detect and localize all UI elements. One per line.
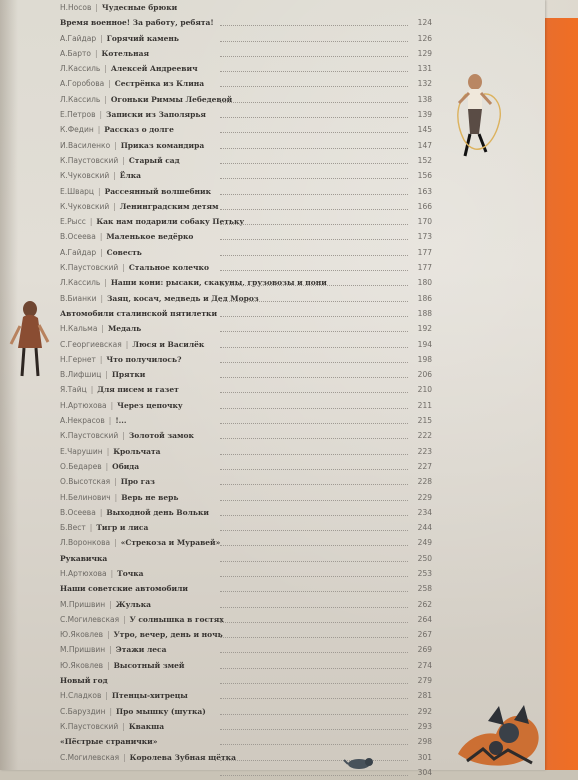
toc-author: В.Бианки [60, 293, 97, 303]
toc-author: Н.Артюхова [60, 400, 107, 410]
toc-row [60, 398, 432, 413]
toc-author: О.Высотская [60, 477, 111, 487]
toc-title: Как нам подарили собаку Петьку [96, 217, 245, 227]
toc-leader [220, 301, 408, 302]
toc-page-number: 211 [417, 400, 432, 410]
toc-title: Верь не верь [121, 492, 179, 502]
toc-row [60, 153, 432, 168]
toc-page-number: 274 [417, 660, 432, 670]
toc-page-number: 166 [417, 201, 432, 211]
toc-author: Н.Артюхова [60, 568, 107, 578]
toc-page-number: 229 [417, 492, 432, 502]
toc-page-number: 258 [417, 584, 432, 594]
toc-page-number: 147 [417, 140, 432, 150]
toc-leader [220, 347, 408, 348]
small-animal-illustration [344, 754, 378, 770]
toc-leader [220, 362, 408, 363]
toc-row [60, 61, 432, 76]
toc-row [60, 0, 432, 15]
toc-section-row [60, 581, 432, 596]
toc-title: Квакша [128, 721, 165, 731]
toc-separator: | [107, 630, 110, 640]
toc-separator: | [90, 385, 94, 395]
toc-author: И.Василенко [60, 140, 111, 150]
toc-leader [220, 41, 408, 42]
toc-row [60, 688, 432, 703]
toc-separator: | [107, 660, 110, 670]
toc-row [60, 31, 432, 46]
toc-title: Для писем и газет [97, 385, 179, 395]
toc-page-number: 177 [417, 247, 432, 257]
toc-author: Ю.Яковлев [60, 630, 104, 640]
toc-title: Рассеянный волшебник [104, 186, 211, 196]
jump-rope-girl-illustration [444, 70, 506, 162]
toc-separator: | [104, 94, 107, 104]
toc-leader [220, 239, 408, 240]
toc-separator: | [95, 3, 98, 12]
toc-page-number: 180 [417, 278, 432, 288]
toc-separator: | [94, 48, 98, 58]
toc-section-title: «Пёстрые странички» [60, 737, 158, 747]
toc-author: С.Баруздин [60, 706, 106, 716]
toc-author: А.Некрасов [60, 416, 105, 426]
toc-row [60, 184, 432, 199]
toc-separator: | [123, 614, 126, 624]
toc-separator: | [114, 140, 117, 150]
toc-author: Л.Воронкова [60, 538, 111, 548]
toc-page-number: 129 [417, 48, 432, 58]
toc-title: Приказ командира [120, 140, 205, 150]
toc-title: Обида [112, 461, 140, 471]
toc-page-number: 131 [417, 64, 432, 74]
toc-leader [220, 209, 408, 210]
toc-page-number: 228 [417, 477, 432, 487]
toc-title: Горячий камень [106, 33, 179, 43]
toc-separator: | [99, 232, 103, 242]
toc-author: К.Федин [60, 125, 94, 135]
toc-leader [220, 86, 408, 87]
toc-title: Через цепочку [117, 400, 183, 410]
toc-leader [220, 132, 408, 133]
toc-row [60, 658, 432, 673]
toc-separator: | [122, 721, 125, 731]
toc-leader [220, 515, 408, 516]
table-of-contents [60, 0, 432, 780]
toc-separator: | [122, 155, 125, 165]
toc-title: Крольчата [113, 446, 161, 456]
toc-section-title: Наши советские автомобили [60, 584, 188, 594]
toc-separator: | [110, 568, 114, 578]
toc-page-number: 210 [417, 385, 432, 395]
toc-leader [220, 744, 408, 745]
toc-leader [220, 148, 408, 149]
toc-row [60, 459, 432, 474]
toc-section-title: Новый год [60, 676, 108, 686]
toc-leader [220, 163, 408, 164]
toc-author: К.Чуковский [60, 201, 110, 211]
toc-author: Н.Кальма [60, 324, 98, 334]
toc-row [60, 275, 432, 290]
toc-page-number: 298 [417, 737, 432, 747]
orange-side-strip [542, 18, 578, 770]
toc-page-number: 198 [417, 354, 432, 364]
toc-title: Про мышку (шутка) [116, 706, 206, 716]
toc-author: Н.Сладков [60, 691, 102, 701]
toc-row [60, 474, 432, 489]
toc-leader [220, 194, 408, 195]
toc-title: Чудесные брюки [101, 3, 178, 12]
toc-title: Наши кони: рысаки, скакуны, грузовозы и пони [110, 278, 327, 288]
toc-row [60, 642, 432, 657]
toc-page-number: 194 [417, 339, 432, 349]
toc-title: Жулька [115, 599, 152, 609]
toc-leader [220, 178, 408, 179]
toc-row [60, 597, 432, 612]
toc-page-number: 156 [417, 171, 432, 181]
toc-author: Л.Кассиль [60, 94, 101, 104]
toc-page-number: 173 [417, 232, 432, 242]
toc-page-number: 262 [417, 599, 432, 609]
toc-author: К.Паустовский [60, 155, 119, 165]
toc-leader [220, 454, 408, 455]
toc-author: В.Осеева [60, 232, 96, 242]
toc-author: Н.Гернет [60, 354, 96, 364]
toc-row [60, 122, 432, 137]
toc-author: Б.Вест [60, 523, 86, 533]
toc-separator: | [89, 217, 93, 227]
toc-title: Котельная [101, 48, 150, 58]
toc-row [60, 46, 432, 61]
toc-leader [220, 683, 408, 684]
toc-separator: | [109, 599, 112, 609]
toc-leader [220, 71, 408, 72]
toc-row [60, 428, 432, 443]
toc-leader [220, 652, 408, 653]
toc-title: Совесть [106, 247, 142, 257]
toc-row [60, 138, 432, 153]
toc-row [60, 566, 432, 581]
toc-row [60, 245, 432, 260]
toc-leader [220, 469, 408, 470]
toc-separator: | [105, 461, 109, 471]
toc-leader [220, 270, 408, 271]
toc-title: Высотный змей [113, 660, 185, 670]
toc-leader [220, 484, 408, 485]
toc-author: В.Осеева [60, 507, 96, 517]
toc-page-number: 170 [417, 217, 432, 227]
toc-leader [220, 760, 408, 761]
toc-row [60, 337, 432, 352]
toc-leader [220, 607, 408, 608]
toc-page-number: 264 [417, 614, 432, 624]
toc-page-number: 124 [417, 18, 432, 28]
toc-title: Тигр и лиса [96, 523, 149, 533]
toc-leader [220, 285, 408, 286]
toc-author: К.Паустовский [60, 263, 119, 273]
toc-page-number: 206 [417, 370, 432, 380]
toc-page-number: 227 [417, 461, 432, 471]
toc-row [60, 321, 432, 336]
toc-leader [220, 591, 408, 592]
toc-author: О.Бедарев [60, 461, 102, 471]
toc-separator: | [108, 79, 111, 89]
toc-separator: | [98, 186, 101, 196]
toc-row [60, 367, 432, 382]
toc-page-number: 244 [417, 523, 432, 533]
toc-leader [220, 668, 408, 669]
toc-section-title: Рукавичка [60, 553, 108, 563]
toc-author: К.Паустовский [60, 721, 119, 731]
toc-title: Рассказ о долге [104, 125, 174, 135]
toc-title: !... [115, 416, 127, 426]
toc-section-row [60, 15, 432, 30]
toc-row [60, 612, 432, 627]
toc-section-title: Автомобили сталинской пятилетки [60, 308, 218, 318]
toc-title: Маленькое ведёрко [106, 232, 194, 242]
toc-leader [220, 561, 408, 562]
toc-title: Что получилось? [106, 354, 182, 364]
toc-page-number: 192 [417, 324, 432, 334]
toc-author: Е.Рысс [60, 217, 86, 227]
toc-leader [220, 408, 408, 409]
toc-page-number: 163 [417, 186, 432, 196]
toc-row [60, 199, 432, 214]
toc-page-number: 250 [417, 553, 432, 563]
toc-leader [220, 438, 408, 439]
toc-row [60, 76, 432, 91]
toc-leader [220, 255, 408, 256]
toc-title: Выходной день Вольки [106, 507, 209, 517]
toc-title: Сестрёнка из Клина [114, 79, 205, 89]
toc-row [60, 260, 432, 275]
toc-leader [220, 545, 408, 546]
toc-separator: | [114, 492, 118, 502]
toc-separator: | [122, 263, 125, 273]
toc-separator: | [109, 645, 112, 655]
toc-author: Е.Петров [60, 110, 96, 120]
toc-title: Прятки [111, 370, 146, 380]
toc-page-number: 292 [417, 706, 432, 716]
toc-separator: | [104, 278, 107, 288]
toc-author: С.Георгиевская [60, 339, 122, 349]
toc-leader [220, 637, 408, 638]
toc-separator: | [114, 477, 117, 487]
toc-title: Королева Зубная щётка [129, 752, 236, 762]
toc-page-number: 186 [417, 293, 432, 303]
toc-row [60, 229, 432, 244]
toc-section-row [60, 306, 432, 321]
toc-page-number: 138 [417, 94, 432, 104]
toc-page-number: 267 [417, 630, 432, 640]
toc-title: Про газ [120, 477, 155, 487]
toc-page-number: 139 [417, 110, 432, 120]
toc-author: М.Пришвин [60, 599, 106, 609]
toc-page-number: 249 [417, 538, 432, 548]
toc-row [60, 704, 432, 719]
toc-separator: | [99, 110, 103, 120]
toc-author: К.Чуковский [60, 171, 110, 181]
toc-page-number: 177 [417, 263, 432, 273]
toc-title: Алексей Андреевич [110, 64, 198, 74]
toc-separator: | [110, 400, 114, 410]
toc-author: А.Гайдар [60, 33, 97, 43]
toc-author: Е.Шварц [60, 186, 95, 196]
toc-title: Ленинградским детям [119, 201, 219, 211]
toc-author: Е.Чарушин [60, 446, 103, 456]
toc-author: М.Пришвин [60, 645, 106, 655]
toc-title: Стальное колечко [128, 263, 209, 273]
toc-section-row [60, 551, 432, 566]
toc-title: Этажи леса [115, 645, 167, 655]
toc-page-number: 126 [417, 33, 432, 43]
toc-separator: | [100, 293, 103, 303]
toc-title: У солнышка в гостях [129, 614, 224, 624]
toc-title: Птенцы-хитрецы [111, 691, 188, 701]
toc-author: А.Горобова [60, 79, 105, 89]
toc-row [60, 291, 432, 306]
toc-leader [220, 56, 408, 57]
toc-section-row [60, 734, 432, 749]
toc-separator: | [105, 691, 108, 701]
toc-author: С.Могилевская [60, 614, 120, 624]
toc-page-number: 222 [417, 431, 432, 441]
toc-separator: | [101, 324, 104, 334]
toc-separator: | [108, 416, 112, 426]
toc-title: Утро, вечер, день и ночь [113, 630, 223, 640]
toc-leader [220, 224, 408, 225]
toc-author: А.Гайдар [60, 247, 97, 257]
toc-row [60, 719, 432, 734]
page-fold-shadow [0, 0, 18, 770]
toc-row [60, 92, 432, 107]
toc-row [60, 214, 432, 229]
toc-title: Золотой замок [128, 431, 194, 441]
toc-leader [220, 331, 408, 332]
toc-leader [220, 530, 408, 531]
toc-row [60, 413, 432, 428]
toc-author: Л.Кассиль [60, 278, 101, 288]
toc-separator: | [122, 431, 125, 441]
toc-author: В.Лифшиц [60, 370, 102, 380]
toc-leader [220, 698, 408, 699]
toc-separator: | [105, 370, 108, 380]
toc-separator: | [114, 538, 117, 548]
toc-page-number: 279 [417, 676, 432, 686]
toc-author: С.Могилевская [60, 752, 120, 762]
toc-separator: | [100, 247, 103, 257]
cat-illustration [452, 700, 547, 770]
toc-row [60, 444, 432, 459]
toc-separator: | [109, 706, 113, 716]
toc-row [60, 168, 432, 183]
toc-page-number: 304 [417, 767, 432, 777]
toc-title: Заяц, косач, медведь и Дед Мороз [106, 293, 259, 303]
toc-author: Я.Тайц [60, 385, 87, 395]
toc-leader [220, 117, 408, 118]
toc-row [60, 535, 432, 550]
toc-separator: | [89, 523, 93, 533]
toc-leader [220, 423, 408, 424]
toc-row [60, 627, 432, 642]
toc-page-number: 132 [417, 79, 432, 89]
toc-author: Н.Белинович [60, 492, 111, 502]
toc-separator: | [99, 507, 103, 517]
toc-title: Точка [117, 568, 144, 578]
toc-leader [220, 714, 408, 715]
toc-row [60, 520, 432, 535]
toc-leader [220, 316, 408, 317]
toc-author: Ю.Яковлев [60, 660, 104, 670]
toc-page-number: 234 [417, 507, 432, 517]
toc-page-number: 215 [417, 416, 432, 426]
toc-page-number: 223 [417, 446, 432, 456]
toc-leader [220, 25, 408, 26]
toc-title: Медаль [107, 324, 142, 334]
toc-row [60, 352, 432, 367]
toc-leader [220, 500, 408, 501]
toc-row [60, 107, 432, 122]
toc-row [60, 490, 432, 505]
toc-author: Л.Кассиль [60, 64, 101, 74]
toc-title: Записки из Заполярья [106, 110, 206, 120]
toc-page-number: 253 [417, 568, 432, 578]
toc-separator: | [113, 171, 116, 181]
toc-leader [220, 775, 408, 776]
toc-separator: | [100, 33, 103, 43]
toc-title: Люся и Василёк [132, 339, 205, 349]
standing-girl-illustration [8, 300, 52, 382]
toc-section-row [60, 673, 432, 688]
toc-separator: | [113, 201, 116, 211]
toc-title: Ёлка [119, 171, 142, 181]
toc-leader [220, 576, 408, 577]
toc-section-title: Время военное! За работу, ребята! [60, 18, 214, 28]
toc-author: К.Паустовский [60, 431, 119, 441]
toc-page-number: 269 [417, 645, 432, 655]
toc-separator: | [106, 446, 110, 456]
toc-leader [220, 392, 408, 393]
toc-separator: | [125, 339, 129, 349]
toc-leader [220, 622, 408, 623]
toc-separator: | [97, 125, 101, 135]
toc-title: Старый сад [128, 155, 180, 165]
toc-row [60, 382, 432, 397]
toc-separator: | [123, 752, 126, 762]
toc-separator: | [99, 354, 103, 364]
toc-leader [220, 729, 408, 730]
toc-title: Огоньки Риммы Лебедевой [110, 94, 233, 104]
toc-title: «Стрекоза и Муравей» [120, 538, 221, 548]
toc-leader [220, 102, 408, 103]
toc-author: Н.Носов [60, 3, 92, 12]
toc-page-number: 301 [417, 752, 432, 762]
toc-author: А.Барто [60, 48, 91, 58]
toc-separator: | [104, 64, 107, 74]
toc-page-number: 281 [417, 691, 432, 701]
toc-page-number: 152 [417, 155, 432, 165]
toc-page-number: 293 [417, 721, 432, 731]
toc-page-number: 188 [417, 308, 432, 318]
toc-row [60, 505, 432, 520]
toc-page-number: 145 [417, 125, 432, 135]
toc-leader [220, 377, 408, 378]
